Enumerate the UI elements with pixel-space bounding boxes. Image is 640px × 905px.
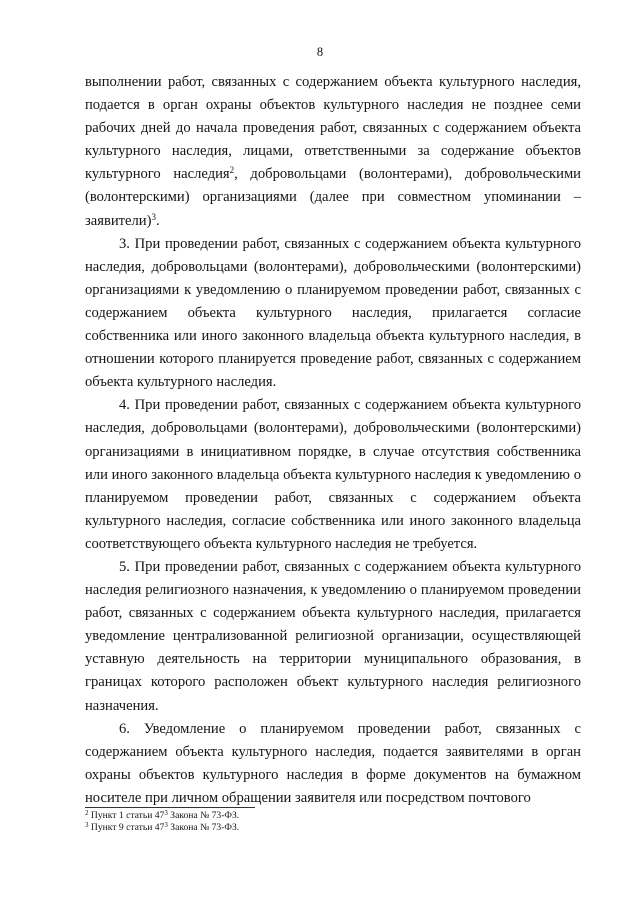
- footnote: [85, 822, 581, 834]
- footnote-text: Закона № 73-ФЗ.: [167, 810, 240, 821]
- paragraph-item-5: 5. При проведении работ, связанных с содержанием объекта культурного наследия религиозного назначения, к уведомлению о планируемом проведении работ, связанных с содержанием объекта культурного наследия, прилагается уведомление централизованной религиозной организации, осуществляющей уставную деятельность на территории муниципального образования, в границах которого расположен объект культурного наследия религиозного назначения.: [85, 558, 581, 714]
- paragraph-text: .: [155, 212, 160, 229]
- paragraph-text: , добровольцами (волонтерами), добровольческими (волонтерскими) организациями (далее при совместном упоминании – заявители): [85, 166, 581, 229]
- footnote-mark: 3: [85, 821, 89, 829]
- paragraph-text: выполнении работ, связанных с содержанием объекта культурного наследия, подается в орган охраны объектов культурного наследия не позднее семи рабочих дней до начала проведения работ, связанных с содержанием объекта культурного наследия, лицами, ответственными за содержание объектов культурного наследия: [85, 74, 581, 183]
- footnote-sup: 3: [164, 821, 168, 829]
- document-body: [85, 71, 581, 810]
- footnote-text: Пункт 9 статьи 47: [88, 822, 165, 833]
- page-number: 8: [316, 45, 324, 59]
- footnote-text: Пункт 1 статьи 47: [88, 810, 165, 821]
- footnote-divider: [85, 807, 255, 808]
- footnote-ref: 2: [229, 165, 235, 176]
- paragraph-item-6: 6. Уведомление о планируемом проведении работ, связанных с содержанием объекта культурного наследия, подается заявителями в орган охраны объектов культурного наследия в форме документов на бумажном носителе при личном обращении заявителя или посредством почтового: [85, 720, 581, 806]
- paragraph-item-3: 3. При проведении работ, связанных с содержанием объекта культурного наследия, добровольцами (волонтерами), добровольческими (волонтерскими) организациями к уведомлению о планируемом проведении работ, связанных с содержанием объекта культурного наследия, прилагается согласие собственника или иного законного владельца объекта культурного наследия, в отношении которого планируется проведение работ, связанных с содержанием объекта культурного наследия.: [85, 235, 581, 391]
- footnote-ref: 3: [151, 211, 156, 222]
- footnotes: [85, 810, 581, 834]
- footnote: [85, 810, 581, 822]
- footnote-mark: 2: [85, 809, 89, 817]
- paragraph-continuation: [85, 71, 581, 233]
- footnote-sup: 3: [164, 809, 168, 817]
- footnote-text: Закона № 73-ФЗ.: [167, 822, 240, 833]
- paragraph-item-4: 4. При проведении работ, связанных с содержанием объекта культурного наследия, добровольцами (волонтерами), добровольческими (волонтерскими) организациями в инициативном порядке, в случае отсутствия собственника или иного законного владельца объекта культурного наследия к уведомлению о планируемом проведении работ, связанных с содержанием объекта культурного наследия, согласие собственника или иного законного владельца соответствующего объекта культурного наследия не требуется.: [85, 397, 581, 552]
